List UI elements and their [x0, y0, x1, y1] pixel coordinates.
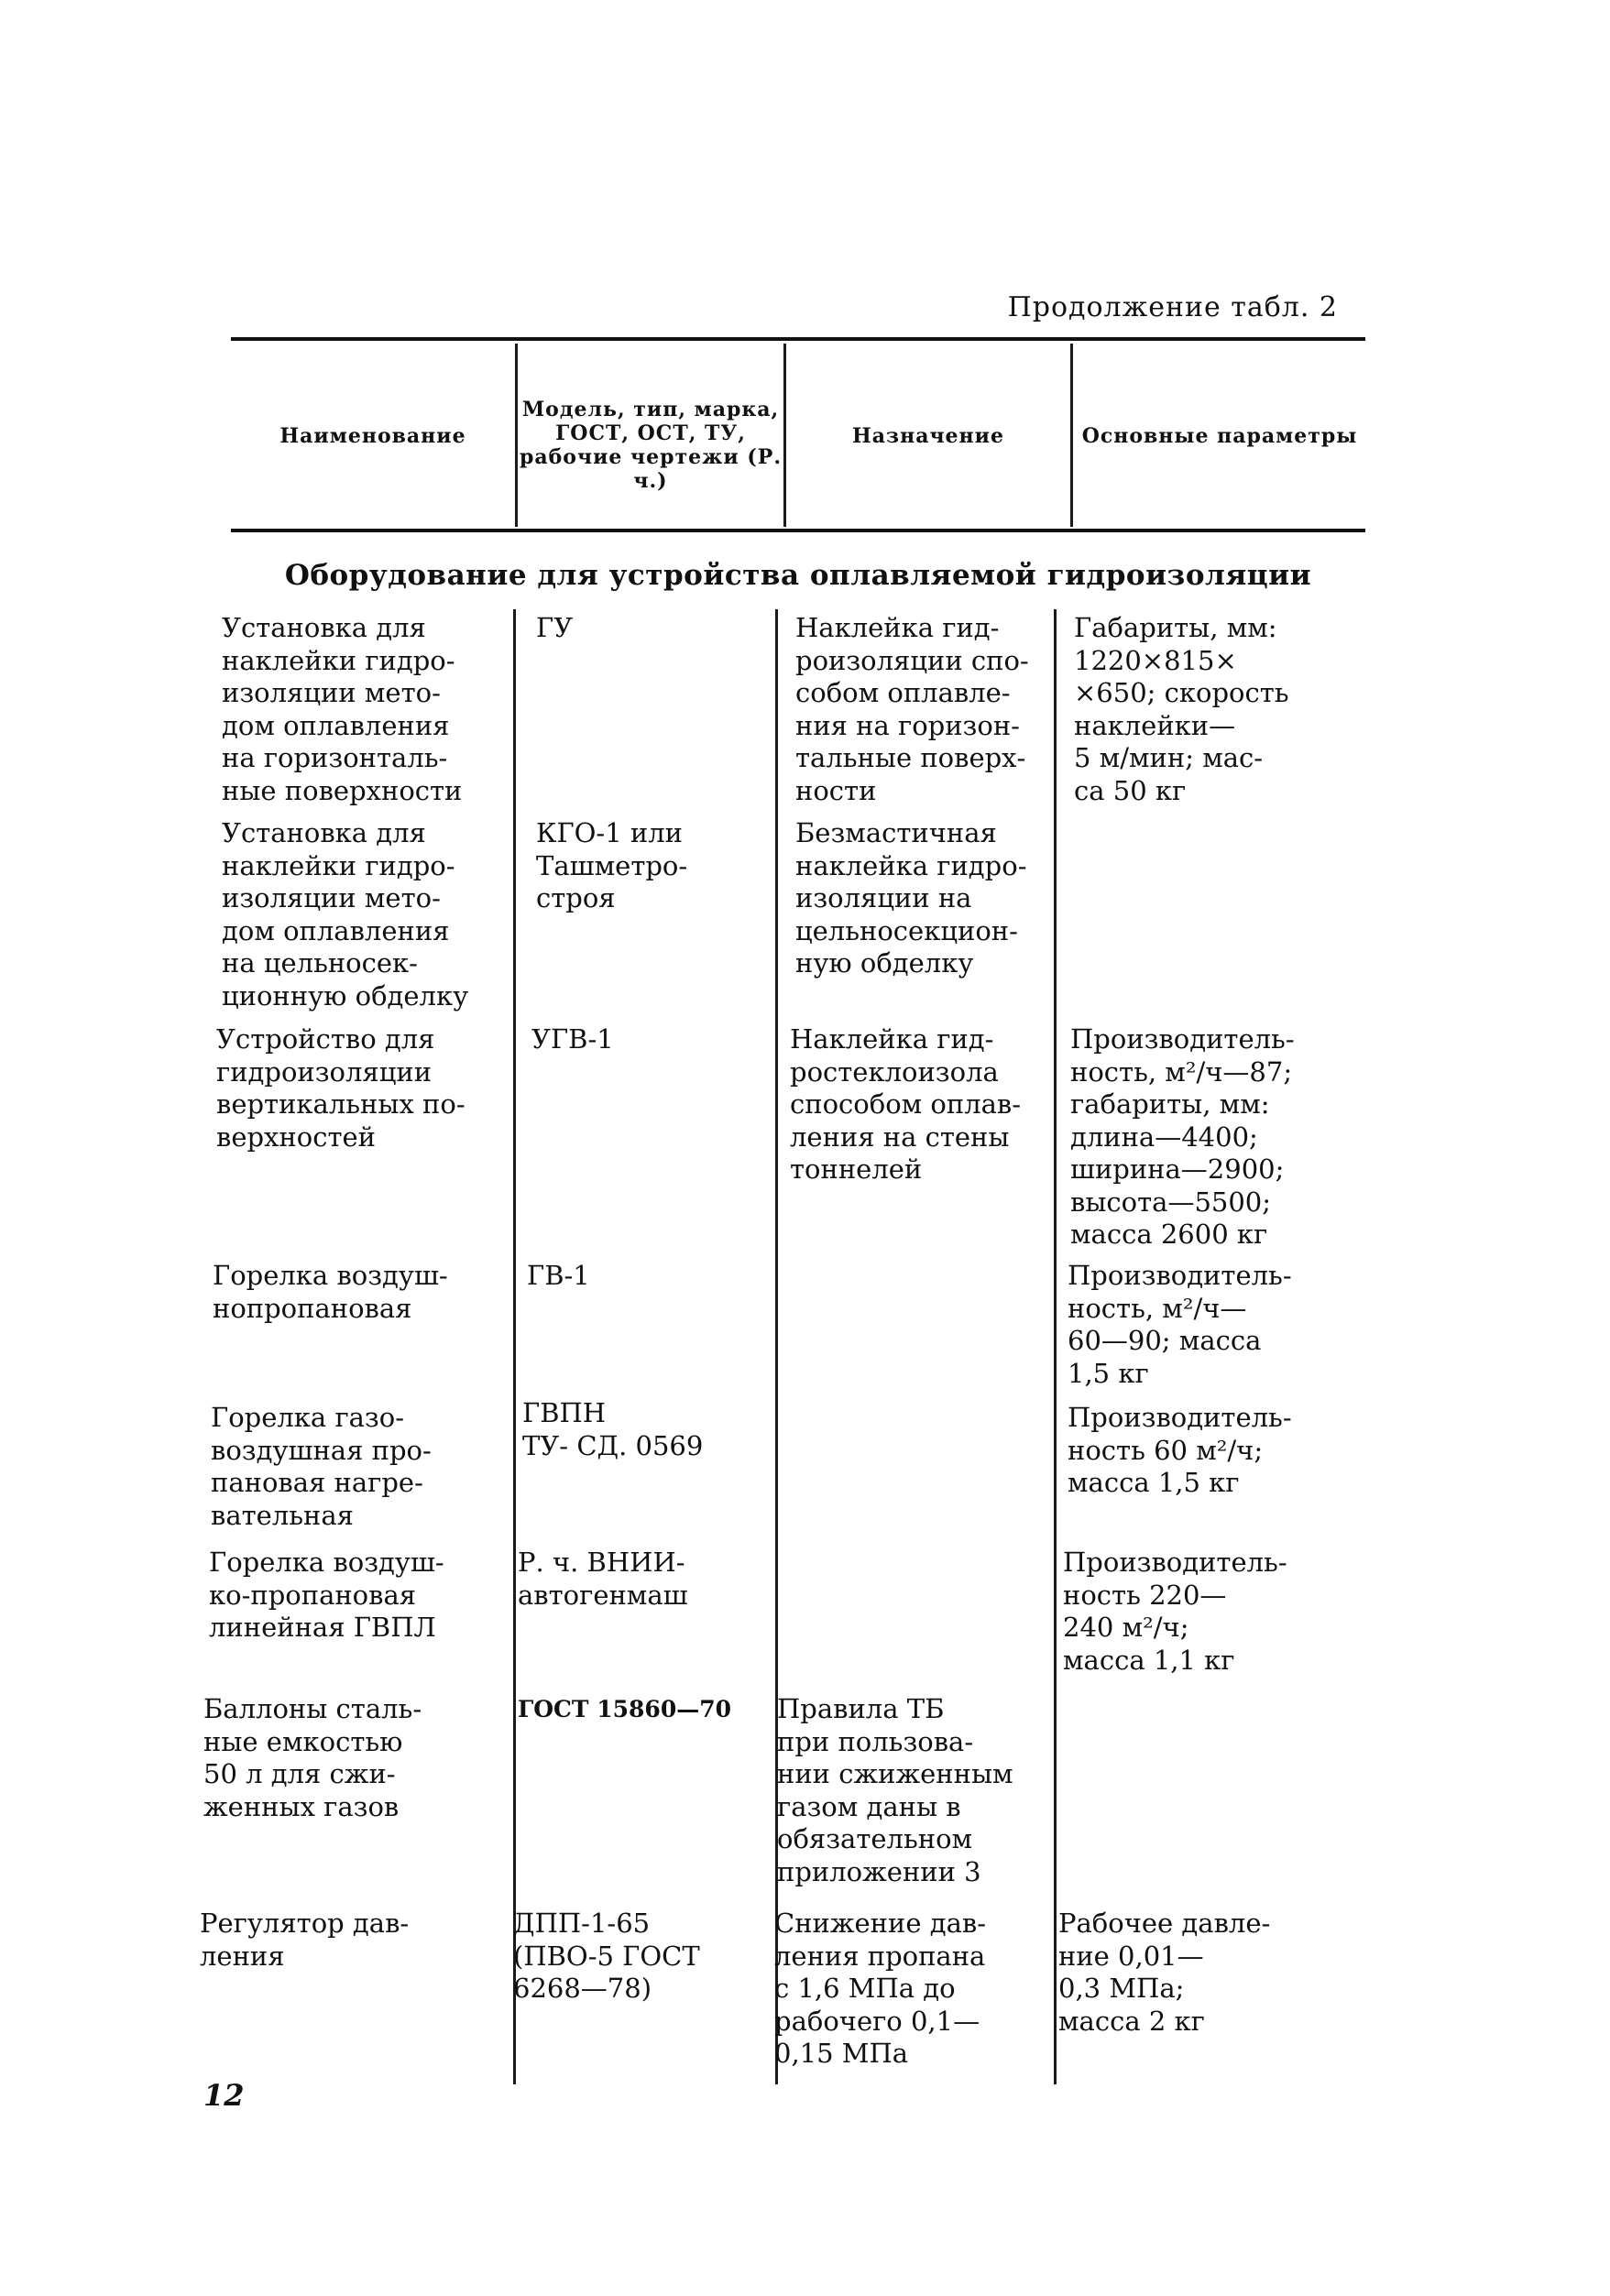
equipment-purpose: Снижение дав- ления пропана с 1,6 МПа до рабочего 0,1— 0,15 МПа [774, 1908, 986, 2069]
equipment-name: Установка для наклейки гидро- изоляции мето- дом оплавления на горизонталь- ные поверхности [222, 612, 463, 806]
equipment-model: ГОСТ 15860—70 [518, 1696, 732, 1722]
equipment-parameters: Производитель- ность, м²/ч—87; габариты, мм: длина—4400; ширина—2900; высота—5500; масса 2600 кг [1070, 1023, 1295, 1250]
equipment-name: Горелка воздуш- нопропановая [213, 1260, 448, 1324]
table-continuation-label: Продолжение табл. 2 [1007, 291, 1338, 323]
column-header-parameters: Основные параметры [1081, 423, 1358, 448]
equipment-model: ДПП-1-65 (ПВО-5 ГОСТ 6268—78) [513, 1908, 700, 2004]
equipment-parameters: Рабочее давле- ние 0,01— 0,3 МПа; масса 2 кг [1058, 1908, 1271, 2037]
equipment-parameters: Производитель- ность, м²/ч— 60—90; масса 1,5 кг [1068, 1260, 1292, 1389]
table-top-rule [231, 337, 1365, 341]
body-divider [513, 609, 516, 2084]
section-title: Оборудование для устройства оплавляемой гидроизоляции [284, 559, 1312, 592]
equipment-name: Горелка газо- воздушная про- пановая нагре- вательная [211, 1402, 432, 1531]
equipment-parameters: Производитель- ность 60 м²/ч; масса 1,5 кг [1068, 1402, 1292, 1498]
equipment-name: Баллоны сталь- ные емкостью 50 л для сжи- женных газов [203, 1693, 422, 1822]
equipment-parameters: Производитель- ность 220— 240 м²/ч; масса 1,1 кг [1063, 1547, 1287, 1676]
equipment-model: УГВ-1 [531, 1023, 614, 1055]
equipment-parameters: Габариты, мм: 1220×815× ×650; скорость наклейки— 5 м/мин; мас- са 50 кг [1074, 612, 1289, 806]
equipment-name: Горелка воздуш- ко-пропановая линейная ГВПЛ [209, 1547, 444, 1643]
equipment-model: ГВ-1 [527, 1260, 590, 1291]
equipment-model: ГВПН ТУ- СД. 0569 [522, 1397, 704, 1461]
table-header-rule [231, 529, 1365, 532]
equipment-purpose: Наклейка гид- ростеклоизола способом оплав- ления на стены тоннелей [790, 1023, 1022, 1185]
equipment-name: Установка для наклейки гидро- изоляции мето- дом оплавления на цельносек- ционную обделку [222, 817, 469, 1011]
column-header-name: Наименование [279, 423, 466, 448]
column-header-model: Модель, тип, марка, ГОСТ, ОСТ, ТУ, рабочие чертежи (Р. ч.) [520, 397, 782, 493]
equipment-name: Регулятор дав- ления [200, 1908, 410, 1972]
column-header-purpose: Назначение [852, 423, 1004, 448]
header-divider [1070, 344, 1073, 527]
equipment-model: ГУ [536, 612, 574, 643]
equipment-purpose: Наклейка гид- роизоляции спо- собом оплавле- ния на горизон- тальные поверх- ности [795, 612, 1029, 806]
equipment-name: Устройство для гидроизоляции вертикальных по- верхностей [216, 1023, 465, 1153]
equipment-purpose: Правила ТБ при пользова- нии сжиженным газом даны в обязательном приложении 3 [777, 1693, 1013, 1887]
equipment-model: КГО-1 или Ташметро- строя [536, 817, 688, 913]
equipment-purpose: Безмастичная наклейка гидро- изоляции на цельносекцион- ную обделку [795, 817, 1027, 979]
page-number: 12 [203, 2078, 245, 2113]
equipment-model: Р. ч. ВНИИ- автогенмаш [518, 1547, 688, 1611]
